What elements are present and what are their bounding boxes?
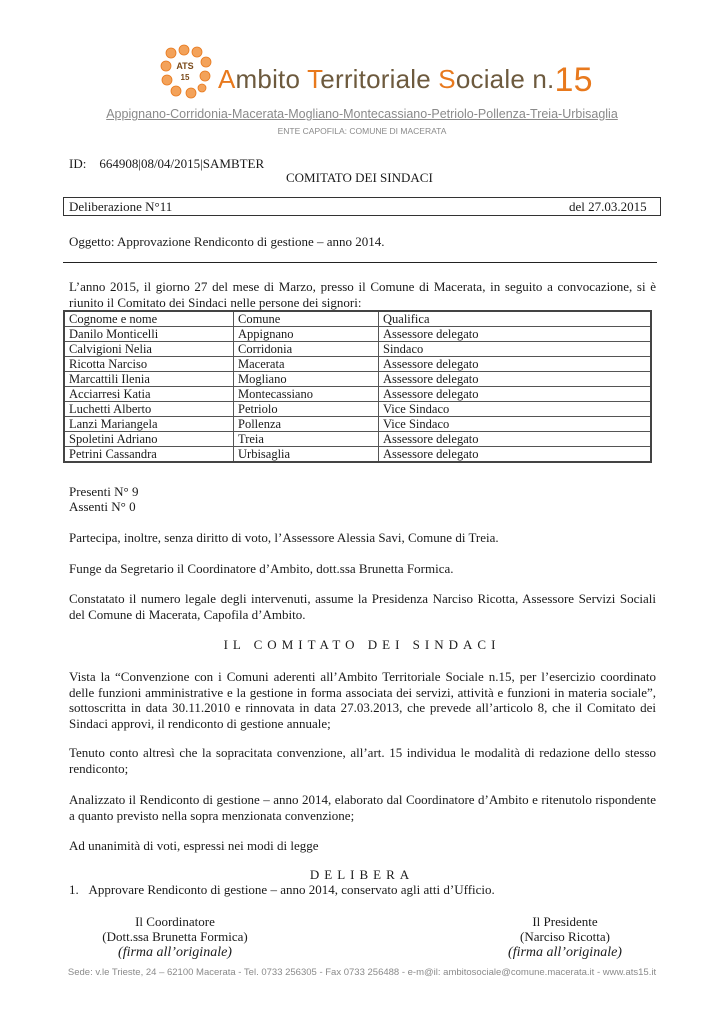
deliberation-date: del 27.03.2015 <box>569 199 647 214</box>
member-role: Assessore delegato <box>379 447 652 463</box>
lead-entity: ENTE CAPOFILA: COMUNE DI MACERATA <box>277 126 447 136</box>
table-row <box>64 372 651 387</box>
member-name: Spoletini Adriano <box>64 432 234 447</box>
table-row <box>64 327 651 342</box>
member-comune: Macerata <box>234 357 379 372</box>
committee-name: COMITATO DEI SINDACI <box>286 170 433 185</box>
member-role: Assessore delegato <box>379 357 652 372</box>
title-capital-letter: S <box>438 64 456 94</box>
member-role: Assessore delegato <box>379 327 652 342</box>
municipalities-list: Appignano-Corridonia-Macerata-Mogliano-Montecassiano-Petriolo-Pollenza-Treia-Urbisaglia <box>106 107 618 121</box>
decision-item-text: Approvare Rendiconto di gestione – anno 2014, conservato agli atti d’Ufficio. <box>88 882 495 897</box>
title-number: 15 <box>554 61 593 99</box>
tenuto-paragraph: Tenuto conto altresì che la sopracitata convenzione, all’art. 15 individua le modalità di redazione dello stesso rendiconto; <box>69 745 656 776</box>
member-role: Assessore delegato <box>379 372 652 387</box>
vista-paragraph: Vista la “Convenzione con i Comuni aderenti all’Ambito Territoriale Sociale n.15, per l’esercizio coordinato delle funzioni amministrative e la gestione in forma associata dei servizi, attività e funzioni in materia sociale”, sottoscritta in data 30.11.2010 e rinnovata in data 27.03.2013, che prevede all’articolo 8, che il Comitato dei Sindaci approvi, il rendiconto di gestione annuale; <box>69 669 656 731</box>
column-header: Comune <box>234 311 379 327</box>
member-comune: Corridonia <box>234 342 379 357</box>
signature-role: Il Coordinatore <box>135 914 215 929</box>
member-comune: Urbisaglia <box>234 447 379 463</box>
title-capital-letter: T <box>307 64 321 94</box>
title-text: erritoriale <box>320 64 439 94</box>
decision-item <box>69 882 495 898</box>
signature-name: (Dott.ssa Brunetta Formica) <box>102 929 248 944</box>
table-row <box>64 417 651 432</box>
decision-item-number: 1. <box>69 882 79 897</box>
title-text: mbito <box>235 64 308 94</box>
member-role: Vice Sindaco <box>379 417 652 432</box>
member-comune: Treia <box>234 432 379 447</box>
unanimity-paragraph: Ad unanimità di voti, espressi nei modi di legge <box>69 838 319 853</box>
signature-note: (firma all’originale) <box>508 945 622 960</box>
table-row <box>64 387 651 402</box>
member-role: Vice Sindaco <box>379 402 652 417</box>
organization-title <box>218 58 593 97</box>
member-name: Marcattili Ilenia <box>64 372 234 387</box>
ats-logo <box>158 44 214 100</box>
member-comune: Mogliano <box>234 372 379 387</box>
logo-text: ATS <box>176 61 194 71</box>
analizzato-paragraph: Analizzato il Rendiconto di gestione – anno 2014, elaborato dal Coordinatore d’Ambito e ritenutolo rispondente a quanto previsto nella sopra menzionata convenzione; <box>69 792 656 823</box>
member-role: Sindaco <box>379 342 652 357</box>
member-name: Lanzi Mariangela <box>64 417 234 432</box>
member-comune: Petriolo <box>234 402 379 417</box>
logo-number: 15 <box>180 73 190 82</box>
column-header: Qualifica <box>379 311 652 327</box>
table-header-row <box>64 311 651 327</box>
title-capital-letter: A <box>218 64 236 94</box>
member-name: Calvigioni Nelia <box>64 342 234 357</box>
footer-contacts: Sede: v.le Trieste, 24 – 62100 Macerata - Tel. 0733 256305 - Fax 0733 256488 - e-m@il: ambitosociale@comune.macerata.it - www.ats15.it <box>67 967 657 978</box>
members-table <box>63 310 652 463</box>
committee-heading: IL COMITATO DEI SINDACI <box>223 637 501 652</box>
member-name: Ricotta Narciso <box>64 357 234 372</box>
intro-paragraph: L’anno 2015, il giorno 27 del mese di Marzo, presso il Comune di Macerata, in seguito a convocazione, si è riunito il Comitato dei Sindaci nelle persone dei signori: <box>69 279 656 310</box>
participation-paragraph: Partecipa, inoltre, senza diritto di voto, l’Assessore Alessia Savi, Comune di Treia. <box>69 530 499 545</box>
signature-coordinator <box>80 914 270 960</box>
member-name: Luchetti Alberto <box>64 402 234 417</box>
subject: Oggetto: Approvazione Rendiconto di gestione – anno 2014. <box>69 234 385 249</box>
signature-name: (Narciso Ricotta) <box>520 929 610 944</box>
table-row <box>64 402 651 417</box>
member-name: Petrini Cassandra <box>64 447 234 463</box>
delibera-heading: DELIBERA <box>309 867 415 882</box>
document-id: ID: 664908|08/04/2015|SAMBTER <box>69 156 265 171</box>
table-row <box>64 357 651 372</box>
signature-note: (firma all’originale) <box>118 945 232 960</box>
table-row <box>64 342 651 357</box>
quorum-paragraph: Constatato il numero legale degli intervenuti, assume la Presidenza Narciso Ricotta, Assessore Servizi Sociali del Comune di Macerata, Capofila d’Ambito. <box>69 591 656 622</box>
table-row <box>64 447 651 463</box>
member-comune: Pollenza <box>234 417 379 432</box>
table-row <box>64 432 651 447</box>
member-comune: Montecassiano <box>234 387 379 402</box>
member-role: Assessore delegato <box>379 387 652 402</box>
deliberation-number: Deliberazione N°11 <box>69 199 173 214</box>
secretary-paragraph: Funge da Segretario il Coordinatore d’Ambito, dott.ssa Brunetta Formica. <box>69 561 454 576</box>
title-text: ociale n. <box>455 64 555 94</box>
absent-count: Assenti N° 0 <box>69 499 136 514</box>
member-comune: Appignano <box>234 327 379 342</box>
signature-president <box>470 914 660 960</box>
member-role: Assessore delegato <box>379 432 652 447</box>
present-count: Presenti N° 9 <box>69 484 139 499</box>
signature-role: Il Presidente <box>532 914 598 929</box>
column-header: Cognome e nome <box>64 311 234 327</box>
member-name: Danilo Monticelli <box>64 327 234 342</box>
divider <box>63 262 657 263</box>
member-name: Acciarresi Katia <box>64 387 234 402</box>
